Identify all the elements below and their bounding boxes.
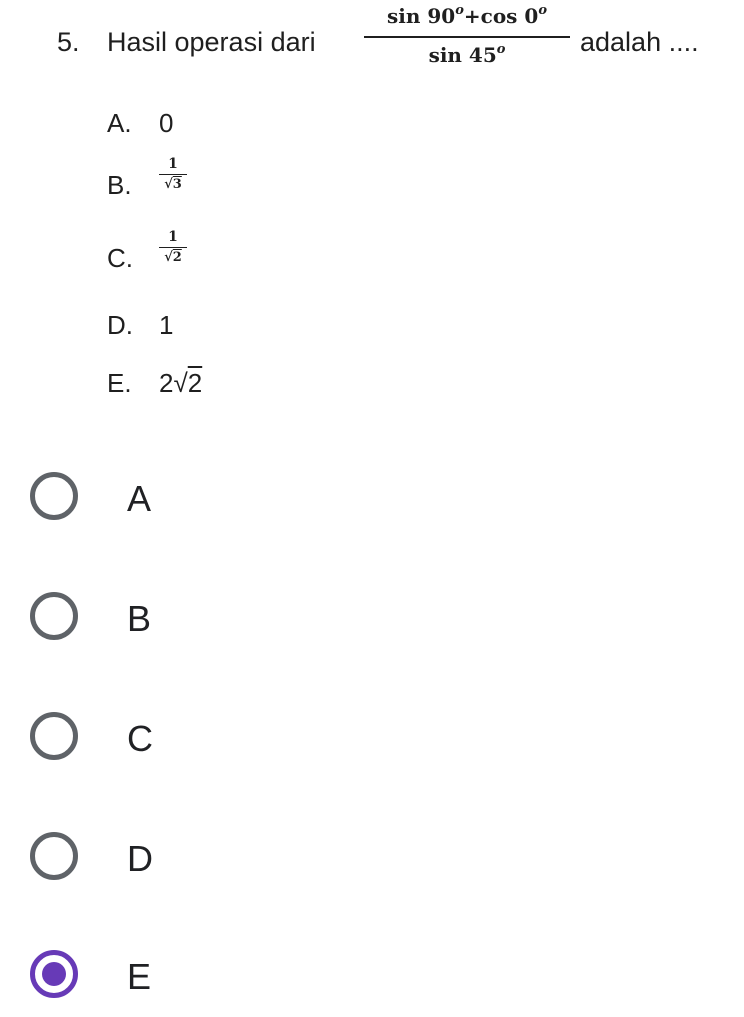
- choice-text-d: D. 1: [107, 310, 174, 340]
- radio-button[interactable]: [30, 712, 78, 760]
- question-suffix: adalah ....: [580, 27, 699, 57]
- question-fraction: [364, 3, 570, 72]
- question-number: 5.: [57, 27, 80, 57]
- radio-label: C: [127, 718, 153, 759]
- choice-text-b: B. 1 √3: [107, 170, 155, 201]
- fraction-bar: [364, 36, 570, 38]
- radio-option-b[interactable]: [30, 592, 730, 652]
- radio-option-a[interactable]: [30, 472, 730, 532]
- radio-label: B: [127, 598, 152, 639]
- radio-label: A: [127, 478, 152, 519]
- radio-button[interactable]: [30, 472, 78, 520]
- radio-option-e[interactable]: [30, 950, 730, 1010]
- question-prefix: Hasil operasi dari: [107, 27, 316, 57]
- radio-label: E: [127, 956, 152, 997]
- radio-button[interactable]: [30, 592, 78, 640]
- choice-text-a: A. 0: [107, 108, 174, 138]
- radio-option-d[interactable]: [30, 832, 730, 892]
- choice-b-fraction: 1 √3: [159, 156, 187, 193]
- choice-c-fraction: 1 √2: [159, 229, 187, 266]
- radio-selected-dot: [42, 962, 66, 986]
- fraction-denominator: sin 45$^o$: [428, 42, 506, 67]
- fraction-numerator: $\sin 90^o+\cos$ 0$^o$: [387, 3, 547, 28]
- radio-option-c[interactable]: [30, 712, 730, 772]
- choice-e-value: 2√2: [159, 368, 203, 398]
- choice-text-e: E. 2√2: [107, 368, 203, 398]
- choice-text-c: C. 1 √2: [107, 243, 155, 274]
- radio-button[interactable]: [30, 832, 78, 880]
- radio-button-selected[interactable]: [30, 950, 78, 998]
- radio-label: D: [127, 838, 153, 879]
